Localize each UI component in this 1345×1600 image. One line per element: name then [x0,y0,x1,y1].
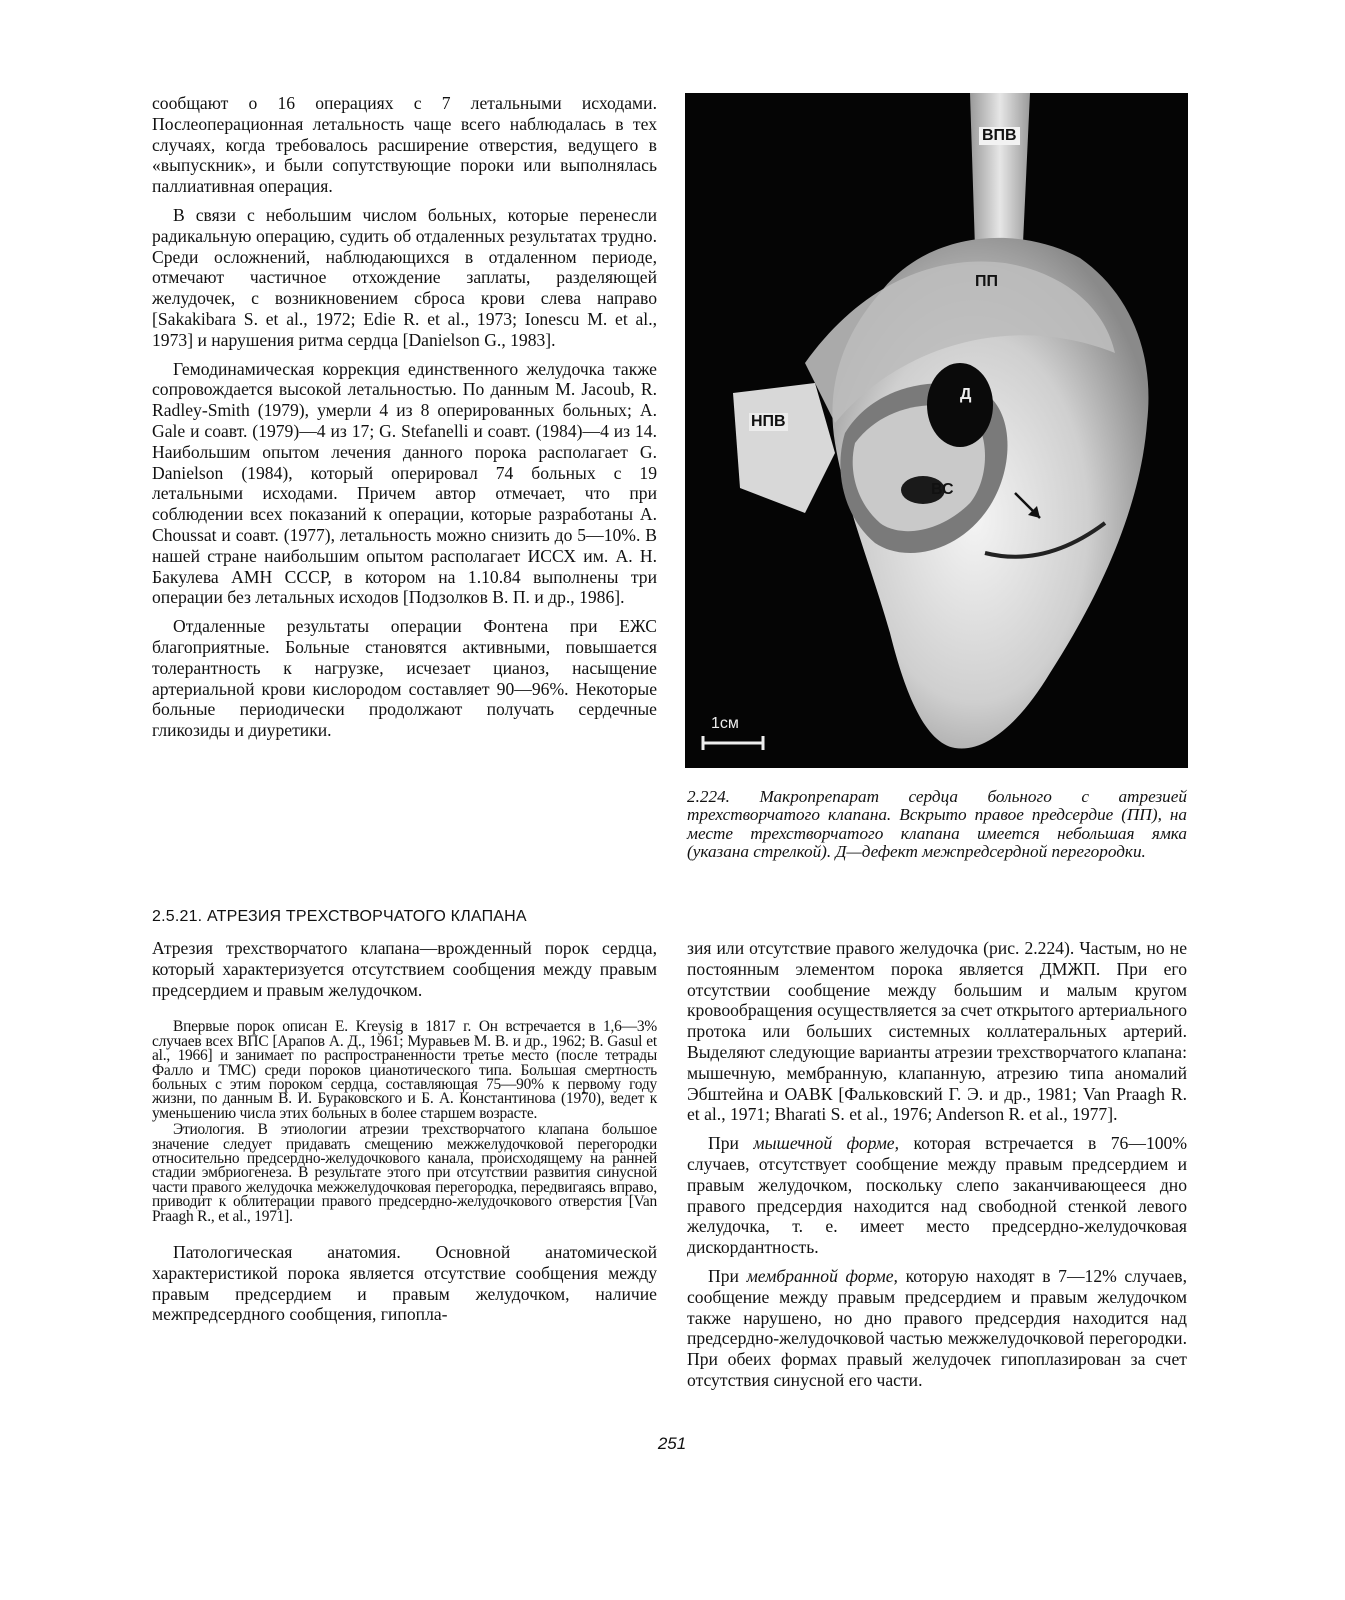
small-paragraph: Впервые порок описан E. Kreysig в 1817 г. Он встречается в 1,6—3% случаев всех ВПС [Арапов А. Д., 1961; Муравьев М. В. и др., 1962; B. Gasul et al., 1966] и занимает по распространенности третье место (после тетрады Фалло и ТМС) среди пороков цианотического типа. Большая смертность больных с этим пороком сердца, составляющая 75—90% к первому году жизни, по данным В. И. Бураковского и Б. А. Константинова (1970), ведет к уменьшению числа этих больных в более старшем возрасте. [152,1018,657,1122]
paragraph: сообщают о 16 операциях с 7 летальными исходами. Послеоперационная летальность чаще всего наблюдалась в тех случаях, когда требовалось расширение отверстия, ведущего в «выпускник», и были сопутствующие пороки или выполнялась паллиативная операция. [152,93,657,197]
label-ivc: НПВ [751,413,786,430]
small-print-block [152,1020,657,1224]
scale-bar-label: 1см [711,715,739,732]
page-number: 251 [657,1434,687,1453]
label-coronary-sinus: ВС [931,481,954,498]
paragraph: Отдаленные результаты операции Фонтена при ЕЖС благоприятные. Больные становятся активными, повышается толерантность к нагрузке, исчезает цианоз, насыщение артериальной крови кислородом составляет 90—96%. Некоторые больные периодически продолжают получать сердечные гликозиды и диуретики. [152,616,657,741]
right-column-bottom [687,938,1187,1391]
label-asd: Д [960,386,972,403]
heart-specimen-photo [685,93,1188,768]
paragraph: При мембранной форме, которую находят в 7—12% случаев, сообщение между правым предсердием и правым желудочком также нарушено, но дно правого предсердия находится над предсердно-желудочковой частью межжелудочковой перегородки. При обеих формах правый желудочек гипоплазирован за счет отсутствия синусной его части. [687,1265,1187,1390]
paragraph: Гемодинамическая коррекция единственного желудочка также сопровождается высокой летальностью. По данным M. Jacoub, R. Radley-Smith (1979), умерли 4 из 8 оперированных больных; A. Gale и соавт. (1979)—4 из 17; G. Stefanelli и соавт. (1984)—4 из 14. Наибольшим опытом лечения данного порока располагает G. Danielson (1984), который оперировал 74 больных с 19 летальными исходами. Причем автор отмечает, что при соблюдении всех показаний к операции, которые разработаны A. Choussat и соавт. (1977), летальность можно снизить до 5—10%. В нашей стране наибольшим опытом располагает ИССХ им. А. Н. Бакулева АМН СССР, в котором на 1.10.84 выполнены три операции без летальных исходов [Подзолков В. П. и др., 1986]. [152,358,657,608]
left-column-top [152,93,657,741]
left-column-bottom [152,938,657,1325]
emphasis: мышечной форме, [753,1133,900,1154]
emphasis: мембранной форме, [746,1265,898,1286]
label-right-atrium: ПП [975,273,998,290]
figure-caption: 2.224. Макропрепарат сердца больного с атрезией трехстворчатого клапана. Вскрыто правое предсердие (ПП), на месте трехстворчатого клапана имеется небольшая ямка (указана стрелкой). Д—дефект межпредсердной перегородки. [687,787,1187,862]
paragraph: Патологическая анатомия. Основной анатомической характеристикой порока является отсутствие сообщения между правым предсердием и правым желудочком, наличие межпредсердного сообщения, гипопла- [152,1242,657,1325]
paragraph: При мышечной форме, которая встречается в 76—100% случаев, отсутствует сообщение между правым предсердием и правым желудочком, поскольку слепо заканчивающееся дно правого предсердия находится над свободной стенкой левого желудочка, т. е. имеет место предсердно-желудочковая дискордантность. [687,1133,1187,1258]
section-heading: 2.5.21. АТРЕЗИЯ ТРЕХСТВОРЧАТОГО КЛАПАНА [152,908,527,925]
small-paragraph: Этиология. В этиологии атрезии трехстворчатого клапана большое значение следует придавать смещению межжелудочковой перегородки относительно предсердно-желудочкового канала, происходящему на ранней стадии эмбриогенеза. В результате этого при отсутствии развития синусной части правого желудочка межжелудочковая перегородка, передвигаясь вправо, приводит к облитерации правого предсердно-желудочкового отверстия [Van Praagh R., et al., 1971]. [152,1121,657,1225]
section-intro: Атрезия трехстворчатого клапана—врожденный порок сердца, который характеризуется отсутствием сообщения между правым предсердием и правым желудочком. [152,938,657,1000]
paragraph: зия или отсутствие правого желудочка (рис. 2.224). Частым, но не постоянным элементом порока является ДМЖП. При его отсутствии сообщение между большим и малым кругом кровообращения осуществляется за счет открытого артериального протока или больших системных коллатеральных артерий. Выделяют следующие варианты атрезии трехстворчатого клапана: мышечную, мембранную, клапанную, атрезию типа аномалий Эбштейна и ОАВК [Фальковский Г. Э. и др., 1981; Van Praagh R. et al., 1971; Bharati S. et al., 1976; Anderson R. et al., 1977]. [687,938,1187,1125]
label-svc: ВПВ [979,127,1020,145]
paragraph: В связи с небольшим числом больных, которые перенесли радикальную операцию, судить об отдаленных результатах трудно. Среди осложнений, наблюдающихся в отдаленном периоде, отмечают частичное отхождение заплаты, разделяющей желудочек, с возникновением сброса крови слева направо [Sakakibara S. et al., 1972; Edie R. et al., 1973; Ionescu M. et al., 1973] и нарушения ритма сердца [Danielson G., 1983]. [152,204,657,350]
